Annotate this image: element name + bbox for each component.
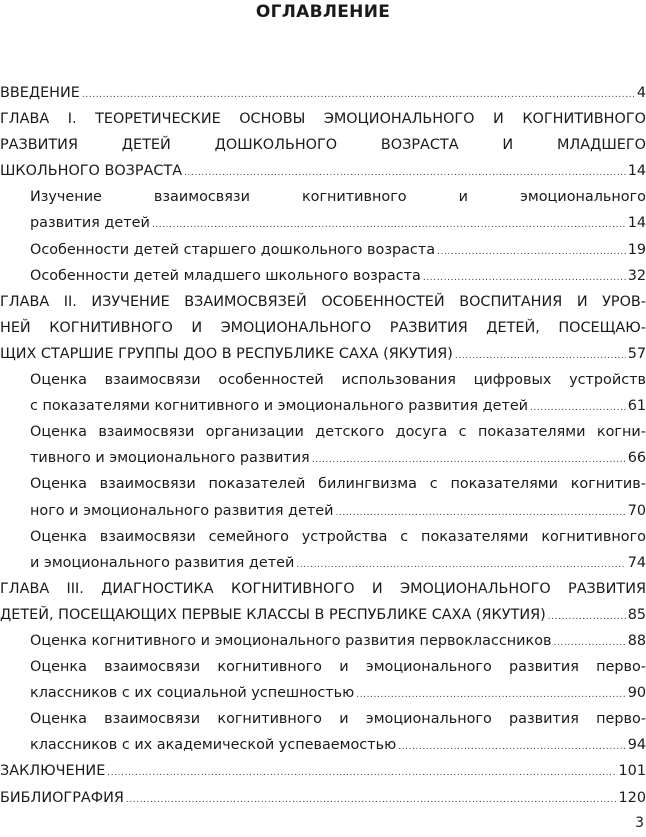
toc-subsection-line[interactable]: [0, 680, 646, 706]
toc-word: с: [400, 528, 409, 545]
toc-word: Оценка: [30, 528, 87, 545]
toc-page-number: 101: [618, 763, 646, 780]
toc-word: организации: [205, 424, 304, 441]
toc-word: И: [576, 293, 588, 310]
toc-word: ОСНОВЫ: [239, 111, 306, 128]
toc-word: ПОСЕЩАЮ-: [558, 319, 646, 336]
toc-word: взаимосвязи: [99, 476, 196, 493]
dot-leader: [455, 343, 626, 367]
toc-word: досуга: [395, 424, 448, 441]
toc-page-number: 120: [618, 789, 646, 806]
toc-word: ГЛАВА: [0, 111, 50, 128]
toc-word: II.: [63, 293, 77, 310]
toc-word: ИЗУЧЕНИЕ: [91, 293, 170, 310]
toc-word: ДЕТЕЙ,: [486, 319, 540, 336]
page-title: ОГЛАВЛЕНИЕ: [255, 2, 391, 22]
toc-chapter-line[interactable]: [0, 132, 646, 158]
toc-word: Оценка: [30, 711, 87, 728]
dot-leader: [82, 82, 635, 106]
page-number: 3: [635, 815, 644, 831]
toc-chapter-line[interactable]: [0, 576, 646, 602]
toc-word: I.: [67, 111, 77, 128]
toc-entry-text: ДЕТЕЙ, ПОСЕЩАЮЩИХ ПЕРВЫЕ КЛАССЫ В РЕСПУБЛИКЕ САХА (ЯКУТИЯ): [0, 606, 546, 623]
toc-page-number: 94: [627, 737, 646, 754]
toc-word: НЕЙ: [0, 319, 31, 336]
dot-leader: [554, 630, 626, 654]
toc-word: эмоционального: [519, 189, 646, 206]
toc-word: ДЕТЕЙ: [121, 137, 171, 154]
toc-chapter-line[interactable]: [0, 158, 646, 184]
toc-word: показателями: [477, 424, 586, 441]
dot-leader: [423, 265, 626, 289]
toc-word: эмоционального: [365, 659, 492, 676]
toc-subsection-line[interactable]: [0, 367, 646, 393]
toc-entry-text: ного и эмоционального развития детей: [30, 502, 334, 519]
toc-entry-text: и эмоционального развития детей: [30, 554, 295, 571]
toc-entry-text: Особенности детей младшего школьного возраста: [30, 267, 421, 284]
dot-leader: [126, 787, 617, 811]
toc-word: Оценка: [30, 476, 87, 493]
toc-word: когнитивного: [301, 189, 407, 206]
toc-word: билингвизма: [318, 476, 417, 493]
toc-word: И: [191, 319, 203, 336]
toc-word: особенностей: [218, 372, 324, 389]
toc-word: КОГНИТИВНОГО: [230, 580, 355, 597]
toc-word: и: [339, 659, 349, 676]
toc-page-number: 14: [627, 163, 646, 180]
toc-word: и: [458, 189, 468, 206]
toc-word: И: [493, 111, 504, 128]
toc-subsection-line[interactable]: [0, 419, 646, 445]
toc-chapter-line[interactable]: [0, 341, 646, 367]
toc-entry-text: с показателями когнитивного и эмоционального развития детей: [30, 398, 529, 415]
toc-chapter-line[interactable]: [0, 315, 646, 341]
toc-subsection-line[interactable]: [0, 732, 646, 758]
toc-word: семейного: [208, 528, 289, 545]
dot-leader: [184, 160, 626, 184]
toc-subsection-line[interactable]: [0, 550, 646, 576]
toc-word: ЭМОЦИОНАЛЬНОГО: [323, 111, 475, 128]
toc-word: и: [339, 711, 349, 728]
dot-leader: [356, 682, 625, 706]
toc-entry-text: ВВЕДЕНИЕ: [0, 85, 80, 101]
toc-subsection-line[interactable]: [0, 210, 646, 236]
toc-chapter-line[interactable]: [0, 80, 646, 106]
toc-word: показателями: [450, 476, 558, 493]
toc-page-number: 61: [627, 398, 646, 415]
toc-word: УРОВ-: [602, 293, 646, 310]
toc-entry-text: Особенности детей старшего дошкольного возраста: [30, 241, 436, 258]
toc-subsection-line[interactable]: [0, 393, 646, 419]
toc-entry-text: ЩИХ СТАРШИЕ ГРУППЫ ДОО В РЕСПУБЛИКЕ САХА (ЯКУТИЯ): [0, 345, 453, 362]
toc-page-number: 74: [627, 554, 646, 571]
toc-word: ВОСПИТАНИЯ: [459, 293, 563, 310]
toc-entry-text: развития детей: [30, 215, 150, 232]
toc-word: развития: [509, 659, 579, 676]
toc-subsection-line[interactable]: [0, 237, 646, 263]
toc-chapter-line[interactable]: [0, 289, 646, 315]
toc-word: III.: [66, 580, 84, 597]
toc-entry-text: Оценка когнитивного и эмоционального развития первоклассников: [30, 632, 552, 649]
toc-word: ДОШКОЛЬНОГО: [214, 137, 338, 154]
toc-word: И: [371, 580, 383, 597]
toc-page-number: 57: [627, 345, 646, 362]
dot-leader: [335, 500, 625, 524]
toc-subsection-line[interactable]: [0, 184, 646, 210]
toc-word: ТЕОРЕТИЧЕСКИЕ: [95, 111, 221, 128]
toc-word: ЭМОЦИОНАЛЬНОГО: [400, 580, 551, 597]
toc-word: РАЗВИТИЯ: [0, 137, 78, 154]
toc-entry-text: классников с их академической успеваемостью: [30, 737, 397, 754]
toc-page-number: 70: [627, 502, 646, 519]
toc-subsection-line[interactable]: [0, 706, 646, 732]
toc-subsection-line[interactable]: [0, 498, 646, 524]
toc-word: взаимосвязи: [104, 711, 201, 728]
toc-word: показателями: [421, 528, 529, 545]
toc-word: когнитив-: [570, 476, 646, 493]
toc-chapter-line[interactable]: [0, 602, 646, 628]
toc-subsection-line[interactable]: [0, 445, 646, 471]
toc-word: эмоционального: [365, 711, 492, 728]
toc-word: с: [429, 476, 438, 493]
toc-page-number: 85: [627, 606, 646, 623]
toc-word: РАЗВИТИЯ: [389, 319, 468, 336]
toc-word: когнитивного: [541, 528, 646, 545]
toc-word: показателей: [208, 476, 306, 493]
toc-word: использования: [341, 372, 456, 389]
dot-leader: [398, 734, 625, 758]
toc-word: РАЗВИТИЯ: [568, 580, 646, 597]
toc-word: когнитивного: [217, 659, 322, 676]
toc-word: устройств: [569, 372, 646, 389]
toc-word: Оценка: [30, 424, 87, 441]
dot-leader: [437, 239, 626, 263]
toc-word: цифровых: [473, 372, 552, 389]
dot-leader: [107, 760, 616, 784]
toc-word: И: [502, 137, 514, 154]
toc-chapter-line[interactable]: [0, 785, 646, 811]
toc-word: ВОЗРАСТА: [380, 137, 459, 154]
toc-word: взаимосвязи: [104, 659, 201, 676]
toc-chapter-line[interactable]: [0, 758, 646, 784]
toc-page-number: 14: [627, 215, 646, 232]
toc-word: детского: [315, 424, 385, 441]
toc-entry-text: БИБЛИОГРАФИЯ: [0, 789, 124, 806]
toc-word: взаимосвязи: [99, 528, 196, 545]
toc-word: ДИАГНОСТИКА: [101, 580, 214, 597]
toc-subsection-line[interactable]: [0, 263, 646, 289]
toc-page-number: 90: [627, 685, 646, 702]
toc-word: когни-: [596, 424, 646, 441]
toc-entry-text: ШКОЛЬНОГО ВОЗРАСТА: [0, 163, 183, 180]
toc-word: развития: [509, 711, 579, 728]
toc-word: перво-: [596, 711, 646, 728]
toc-subsection-line[interactable]: [0, 471, 646, 497]
dot-leader: [312, 447, 626, 471]
toc-word: КОГНИТИВНОГО: [49, 319, 173, 336]
toc-word: ГЛАВА: [0, 293, 50, 310]
dot-leader: [548, 604, 626, 628]
toc-subsection-line[interactable]: [0, 628, 646, 654]
toc-word: взаимосвязи: [153, 189, 250, 206]
toc-entry-text: ЗАКЛЮЧЕНИЕ: [0, 763, 106, 780]
toc-chapter-line[interactable]: [0, 106, 646, 132]
toc-word: перво-: [596, 659, 646, 676]
toc-word: МЛАДШЕГО: [557, 137, 646, 154]
toc-word: Оценка: [30, 372, 87, 389]
table-of-contents: [0, 80, 646, 811]
toc-word: ЭМОЦИОНАЛЬНОГО: [220, 319, 372, 336]
toc-word: Оценка: [30, 659, 87, 676]
dot-leader: [530, 395, 626, 419]
toc-word: устройства: [301, 528, 388, 545]
toc-page-number: 19: [627, 241, 646, 258]
dot-leader: [296, 552, 625, 576]
toc-word: ОСОБЕННОСТЕЙ: [321, 293, 445, 310]
toc-subsection-line[interactable]: [0, 524, 646, 550]
toc-page-number: 32: [627, 267, 646, 284]
toc-page-number: 4: [636, 85, 646, 101]
toc-word: Изучение: [30, 189, 102, 206]
toc-word: ВЗАИМОСВЯЗЕЙ: [184, 293, 307, 310]
toc-page-number: 88: [627, 632, 646, 649]
toc-entry-text: классников с их социальной успешностью: [30, 685, 355, 702]
dot-leader: [152, 212, 626, 236]
toc-word: взаимосвязи: [98, 424, 195, 441]
toc-page-number: 66: [627, 450, 646, 467]
toc-word: ГЛАВА: [0, 580, 50, 597]
toc-entry-text: тивного и эмоционального развития: [30, 450, 310, 467]
toc-word: когнитивного: [217, 711, 322, 728]
toc-subsection-line[interactable]: [0, 654, 646, 680]
toc-word: взаимосвязи: [104, 372, 201, 389]
toc-word: КОГНИТИВНОГО: [522, 111, 646, 128]
toc-word: с: [458, 424, 467, 441]
